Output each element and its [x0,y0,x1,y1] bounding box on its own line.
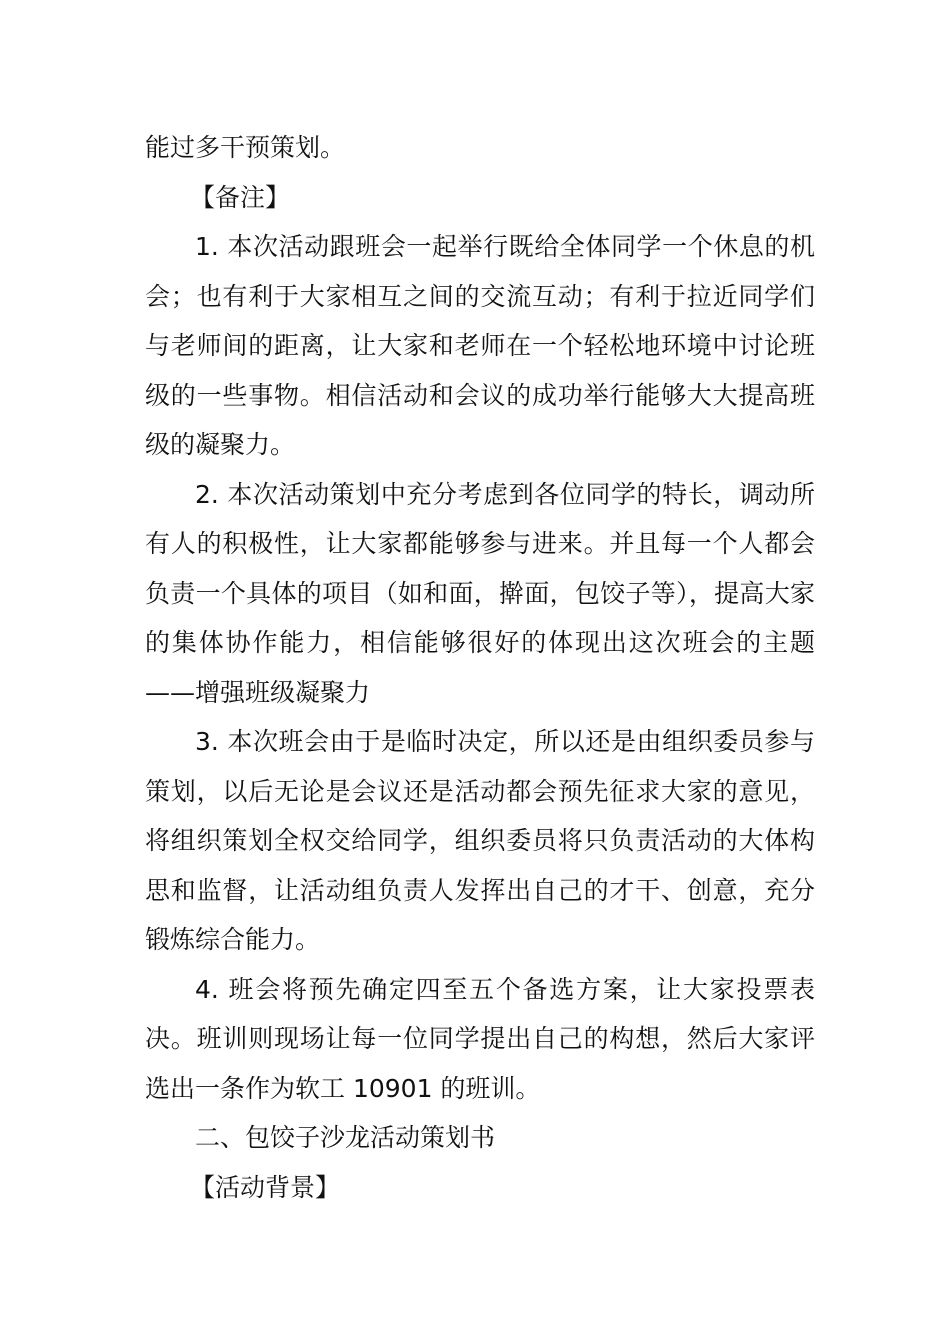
remark-item-3: 3. 本次班会由于是临时决定，所以还是由组织委员参与策划，以后无论是会议还是活动都会预先征求大家的意见，将组织策划全权交给同学，组织委员将只负责活动的大体构思和监督，让活动组负责人发挥出自己的才干、创意，充分锻炼综合能力。 [145,727,815,954]
section-heading-background: 【活动背景】 [190,1172,341,1202]
section-title-dumpling-salon: 二、包饺子沙龙活动策划书 [195,1123,496,1152]
remark-item-4: 4. 班会将预先确定四至五个备选方案，让大家投票表决。班训则现场让每一位同学提出自己的构想，然后大家评选出一条作为软工 10901 的班训。 [145,974,815,1103]
section-heading-remarks: 【备注】 [190,182,291,212]
remark-item-2: 2. 本次活动策划中充分考虑到各位同学的特长，调动所有人的积极性，让大家都能够参与进来。并且每一个人都会负责一个具体的项目（如和面，擀面，包饺子等），提高大家的集体协作能力，相信能够很好的体现出这次班会的主题——增强班级凝聚力 [145,479,815,707]
remark-item-1: 1. 本次活动跟班会一起举行既给全体同学一个休息的机会；也有利于大家相互之间的交流互动；有利于拉近同学们与老师间的距离，让大家和老师在一个轻松地环境中讨论班级的一些事物。相信活动和会议的成功举行能够大大提高班级的凝聚力。 [145,232,815,459]
paragraph-continuation: 能过多干预策划。 [145,133,346,162]
document-body [145,123,815,1212]
